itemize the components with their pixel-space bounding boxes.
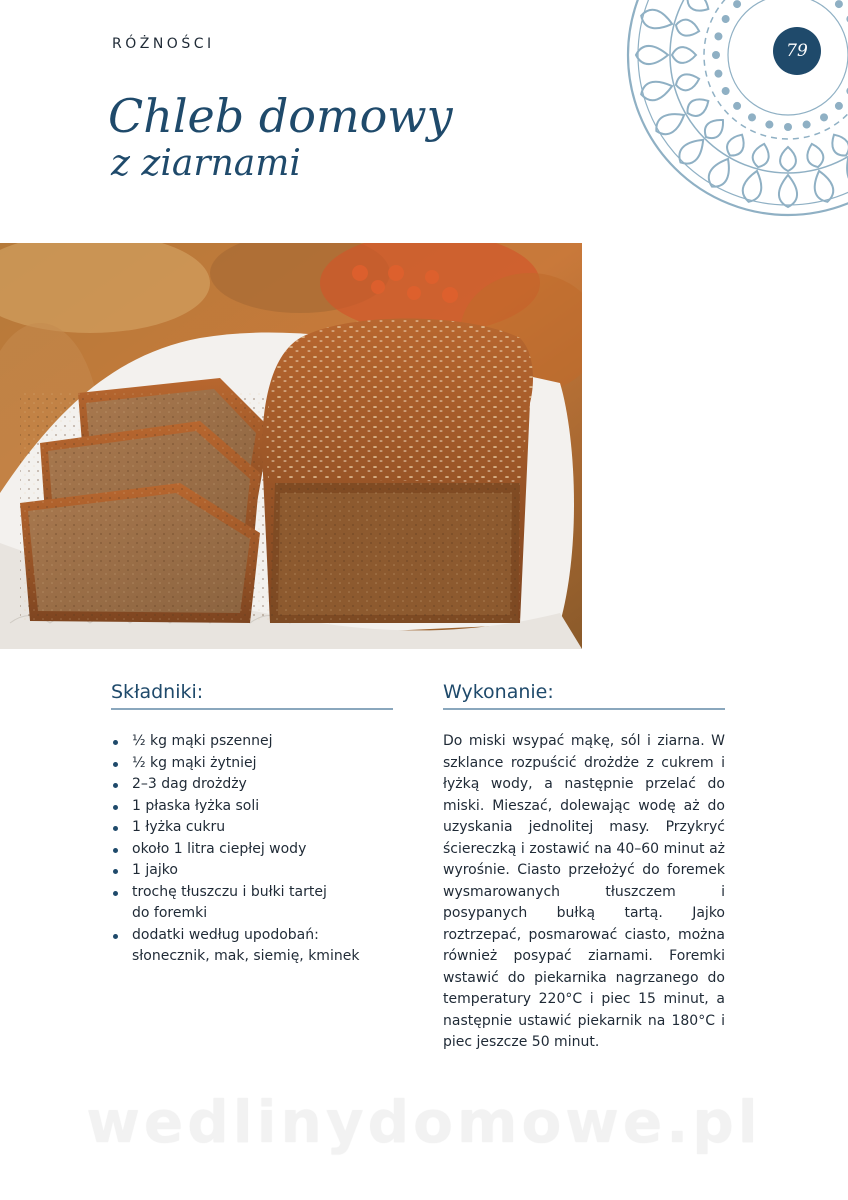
ingredient-item: trochę tłuszczu i bułki tartej do foremki bbox=[111, 882, 393, 925]
method-heading: Wykonanie: bbox=[443, 681, 725, 710]
bread-illustration bbox=[0, 243, 582, 649]
ingredient-item: 1 płaska łyżka soli bbox=[111, 796, 393, 818]
bread-photo bbox=[0, 243, 582, 649]
ingredient-item: 2–3 dag drożdży bbox=[111, 774, 393, 796]
ingredient-item: ½ kg mąki pszennej bbox=[111, 731, 393, 753]
ingredients-section bbox=[111, 681, 393, 968]
ingredient-item: dodatki według upodobań: słonecznik, mak, siemię, kminek bbox=[111, 925, 393, 968]
method-text: Do miski wsypać mąkę, sól i ziarna. W szklance rozpuścić drożdże z cukrem i łyżką wody, a następnie przelać do miski. Mieszać, dolewając wodę aż do uzyskania jednolitej masy. Przykryć ściereczką i zostawić na 40–60 minut aż wyrośnie. Ciasto przełożyć do foremek wysmarowanych tłuszczem i posypanych bułką tartą. Jajko roztrzepać, posmarować ciasto, można również posypać ziarnami. Foremki wstawić do piekarnika nagrzanego do temperatury 220°C i piec 15 minut, a następnie ustawić piekarnik na 180°C i piec jeszcze 50 minut. bbox=[443, 733, 725, 1050]
section-label: RÓŻNOŚCI bbox=[112, 36, 215, 52]
ingredients-heading: Składniki: bbox=[111, 681, 393, 710]
ingredient-item: około 1 litra ciepłej wody bbox=[111, 839, 393, 861]
recipe-title bbox=[108, 90, 453, 185]
page-number-badge: 79 bbox=[773, 27, 821, 75]
ingredient-item: ½ kg mąki żytniej bbox=[111, 753, 393, 775]
ingredient-item: 1 jajko bbox=[111, 860, 393, 882]
ingredient-item: 1 łyżka cukru bbox=[111, 817, 393, 839]
ingredients-list bbox=[111, 731, 393, 968]
method-section bbox=[443, 681, 725, 1054]
recipe-title-line2: z ziarnami bbox=[111, 143, 301, 185]
recipe-title-line1: Chleb domowy bbox=[108, 89, 453, 143]
watermark: wedlinydomowe.pl bbox=[86, 1088, 762, 1156]
